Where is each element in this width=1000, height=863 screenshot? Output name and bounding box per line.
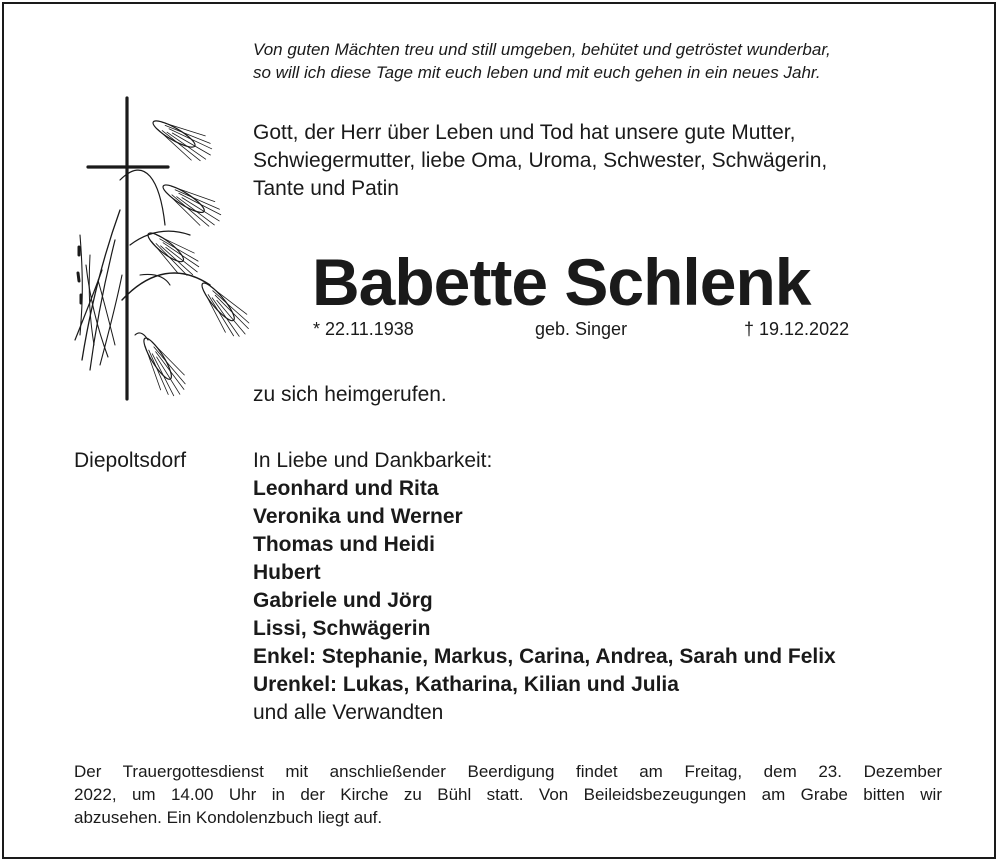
funeral-line: 2022, um 14.00 Uhr in der Kirche zu Bühl statt. Von Beileidsbezeugungen am Grabe bitten wir <box>74 785 942 804</box>
cross-with-wheat-icon <box>60 95 250 405</box>
funeral-line: Der Trauergottesdienst mit anschließender Beerdigung findet am Freitag, dem 23. Dezember <box>74 762 942 781</box>
death-date: † 19.12.2022 <box>744 319 850 339</box>
funeral-info <box>74 760 942 829</box>
mourners-list <box>253 447 953 727</box>
intro-line: Schwiegermutter, liebe Oma, Uroma, Schwester, Schwägerin, <box>253 149 828 172</box>
quote-line: Von guten Mächten treu und still umgeben, behütet und getröstet wunderbar, <box>253 40 831 59</box>
intro-line: Tante und Patin <box>253 177 399 200</box>
mourner-entry: Lissi, Schwägerin <box>253 617 431 640</box>
mourner-entry: Thomas und Heidi <box>253 533 436 556</box>
deceased-name: Babette Schlenk <box>312 245 811 319</box>
called-home-text: zu sich heimgerufen. <box>253 383 447 406</box>
funeral-line: abzusehen. Ein Kondolenzbuch liegt auf. <box>74 808 383 827</box>
mourner-entry: Veronika und Werner <box>253 505 463 528</box>
place-name: Diepoltsdorf <box>74 449 187 472</box>
mourner-entry: Enkel: Stephanie, Markus, Carina, Andrea, Sarah und Felix <box>253 645 836 668</box>
intro-text <box>253 119 943 203</box>
mourner-entry: Urenkel: Lukas, Katharina, Kilian und Julia <box>253 673 679 696</box>
intro-line: Gott, der Herr über Leben und Tod hat unsere gute Mutter, <box>253 121 796 144</box>
mourners-heading: In Liebe und Dankbarkeit: <box>253 449 493 472</box>
mourner-entry: Hubert <box>253 561 321 584</box>
birth-date: * 22.11.1938 <box>313 319 414 339</box>
quote-text <box>253 38 943 84</box>
mourner-entry: Leonhard und Rita <box>253 477 439 500</box>
mourner-entry: Gabriele und Jörg <box>253 589 433 612</box>
quote-line: so will ich diese Tage mit euch leben und mit euch gehen in ein neues Jahr. <box>253 63 821 82</box>
maiden-name: geb. Singer <box>535 319 628 339</box>
mourners-closing: und alle Verwandten <box>253 701 444 724</box>
